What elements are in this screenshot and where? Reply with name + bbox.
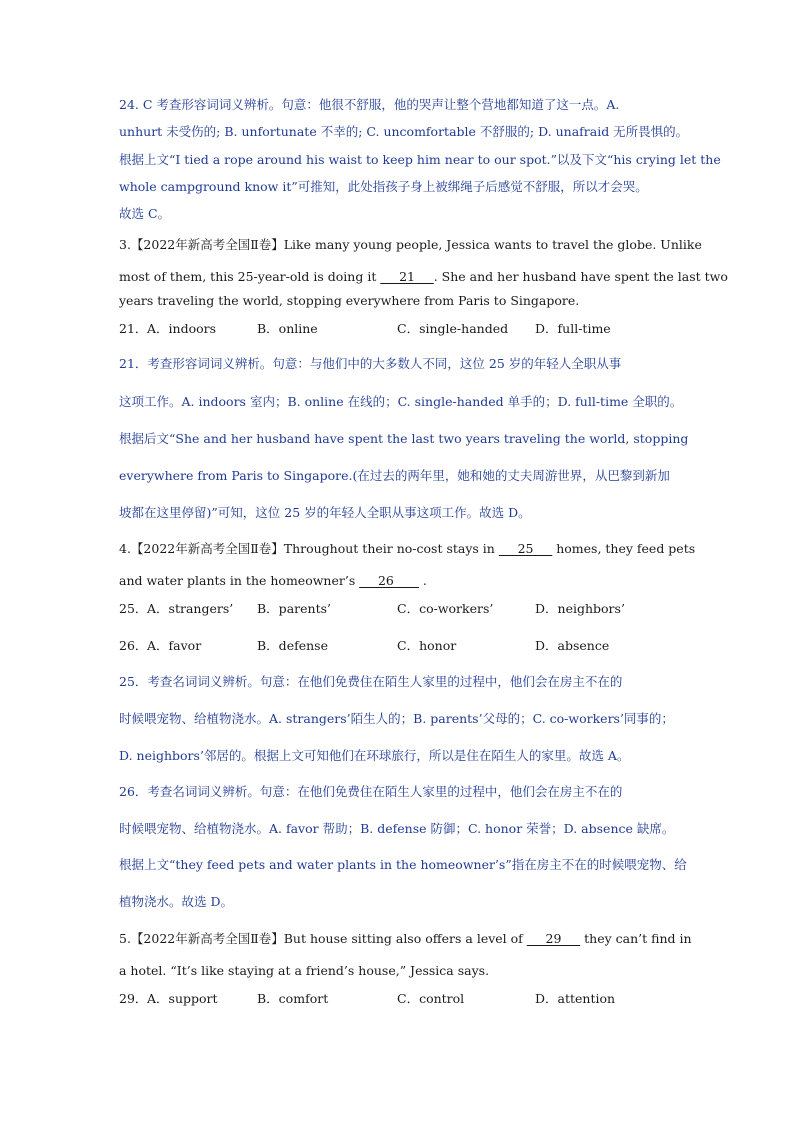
q4-line1-post: homes, they feed pets bbox=[552, 541, 696, 556]
q5-line1-post: they can’t find in bbox=[580, 931, 692, 946]
option-26-c: C．honor bbox=[397, 638, 457, 653]
q21-explain-line4: everywhere from Paris to Singapore.(在过去的两年里，她和她的丈夫周游世界，从巴黎到新加 bbox=[119, 468, 670, 483]
option-25-d: D．neighbors’ bbox=[535, 601, 625, 616]
option-26-d: D．absence bbox=[535, 638, 610, 653]
option-29-b: B．comfort bbox=[257, 991, 329, 1006]
q24-explain-line2: unhurt 未受伤的; B. unfortunate 不幸的; C. uncomfortable 不舒服的; D. unafraid 无所畏惧的。 bbox=[119, 124, 689, 139]
q25-explain-line2: 时候喂宠物、给植物浇水。A. strangers’陌生人的；B. parents’父母的；C. co-workers’同事的； bbox=[119, 711, 674, 726]
q25-explain-line1: 25．考查名词词义辨析。句意：在他们免费住在陌生人家里的过程中，他们会在房主不在的 bbox=[119, 674, 623, 689]
q26-explain-line3: 根据上文“they feed pets and water plants in the homeowner’s”指在房主不在的时候喂宠物、给 bbox=[119, 857, 687, 872]
q3-source-tag: 3.【2022年新高考全国Ⅱ卷】 bbox=[119, 237, 284, 252]
q21-explain-line2: 这项工作。A. indoors 室内；B. online 在线的；C. single-handed 单手的；D. full-time 全职的。 bbox=[119, 394, 683, 409]
q3-line1-text: Like many young people, Jessica wants to travel the globe. Unlike bbox=[283, 237, 702, 252]
option-num-29: 29． bbox=[119, 991, 148, 1006]
q5-line1 bbox=[119, 931, 692, 947]
option-21-d: D．full-time bbox=[535, 321, 611, 336]
q4-line2-post: . bbox=[418, 573, 427, 588]
option-21-c: C．single-handed bbox=[397, 321, 509, 336]
option-21-a: A．indoors bbox=[147, 321, 217, 336]
q24-explain-line4: whole campground know it”可推知，此处指孩子身上被绑绳子后感觉不舒服，所以才会哭。 bbox=[119, 179, 648, 194]
q25-explain-line3: D. neighbors’邻居的。根据上文可知他们在环球旅行，所以是住在陌生人的家里。故选 A。 bbox=[119, 748, 630, 763]
q26-explain-line2: 时候喂宠物、给植物浇水。A. favor 帮助；B. defense 防御；C. honor 荣誉；D. absence 缺席。 bbox=[119, 821, 675, 836]
q3-line1 bbox=[119, 237, 702, 253]
q5-source-tag: 5.【2022年新高考全国Ⅱ卷】 bbox=[119, 931, 284, 946]
q3-line2-post: . She and her husband have spent the last two bbox=[433, 269, 728, 284]
option-25-a: A．strangers’ bbox=[147, 601, 234, 616]
q4-line1-pre: Throughout their no-cost stays in bbox=[283, 541, 499, 556]
option-25-c: C．co-workers’ bbox=[397, 601, 494, 616]
q21-explain-line1: 21．考查形容词词义辨析。句意：与他们中的大多数人不同，这位 25 岁的年轻人全职从事 bbox=[119, 356, 622, 371]
q3-line2-pre: most of them, this 25-year-old is doing it bbox=[119, 269, 381, 284]
blank-21: ___21___ bbox=[380, 269, 434, 284]
q4-line1 bbox=[119, 541, 695, 557]
q4-line2 bbox=[119, 573, 427, 589]
q4-source-tag: 4.【2022年新高考全国Ⅱ卷】 bbox=[119, 541, 284, 556]
blank-26: ___26____ bbox=[359, 573, 419, 588]
q3-line3: years traveling the world, stopping everywhere from Paris to Singapore. bbox=[119, 293, 580, 308]
q24-explain-line1: 24. C 考查形容词词义辨析。句意：他很不舒服，他的哭声让整个营地都知道了这一点。A. bbox=[119, 97, 620, 112]
option-num-21: 21． bbox=[119, 321, 148, 336]
blank-29: ___29___ bbox=[526, 931, 581, 946]
q26-explain-line1: 26．考查名词词义辨析。句意：在他们免费住在陌生人家里的过程中，他们会在房主不在的 bbox=[119, 784, 623, 799]
q21-explain-line3: 根据后文“She and her husband have spent the last two years traveling the world, stopping bbox=[119, 431, 689, 446]
option-21-b: B．online bbox=[257, 321, 318, 336]
q4-line2-pre: and water plants in the homeowner’s bbox=[119, 573, 360, 588]
option-26-b: B．defense bbox=[257, 638, 328, 653]
option-num-26: 26． bbox=[119, 638, 148, 653]
option-num-25: 25． bbox=[119, 601, 148, 616]
q3-line2 bbox=[119, 269, 728, 285]
option-26-a: A．favor bbox=[147, 638, 202, 653]
option-25-b: B．parents’ bbox=[257, 601, 331, 616]
q26-explain-line4: 植物浇水。故选 D。 bbox=[119, 894, 233, 909]
q24-explain-line3: 根据上文“I tied a rope around his waist to keep him near to our spot.”以及下文“his crying let the bbox=[119, 152, 721, 167]
q21-explain-line5: 坡都在这里停留)”可知，这位 25 岁的年轻人全职从事这项工作。故选 D。 bbox=[119, 505, 531, 520]
blank-25: ___25___ bbox=[498, 541, 553, 556]
q24-explain-line5: 故选 C。 bbox=[119, 206, 171, 221]
option-29-c: C．control bbox=[397, 991, 465, 1006]
option-29-a: A．support bbox=[147, 991, 218, 1006]
q5-line1-pre: But house sitting also offers a level of bbox=[283, 931, 527, 946]
q5-line2: a hotel. “It’s like staying at a friend’s house,” Jessica says. bbox=[119, 963, 490, 978]
option-29-d: D．attention bbox=[535, 991, 616, 1006]
